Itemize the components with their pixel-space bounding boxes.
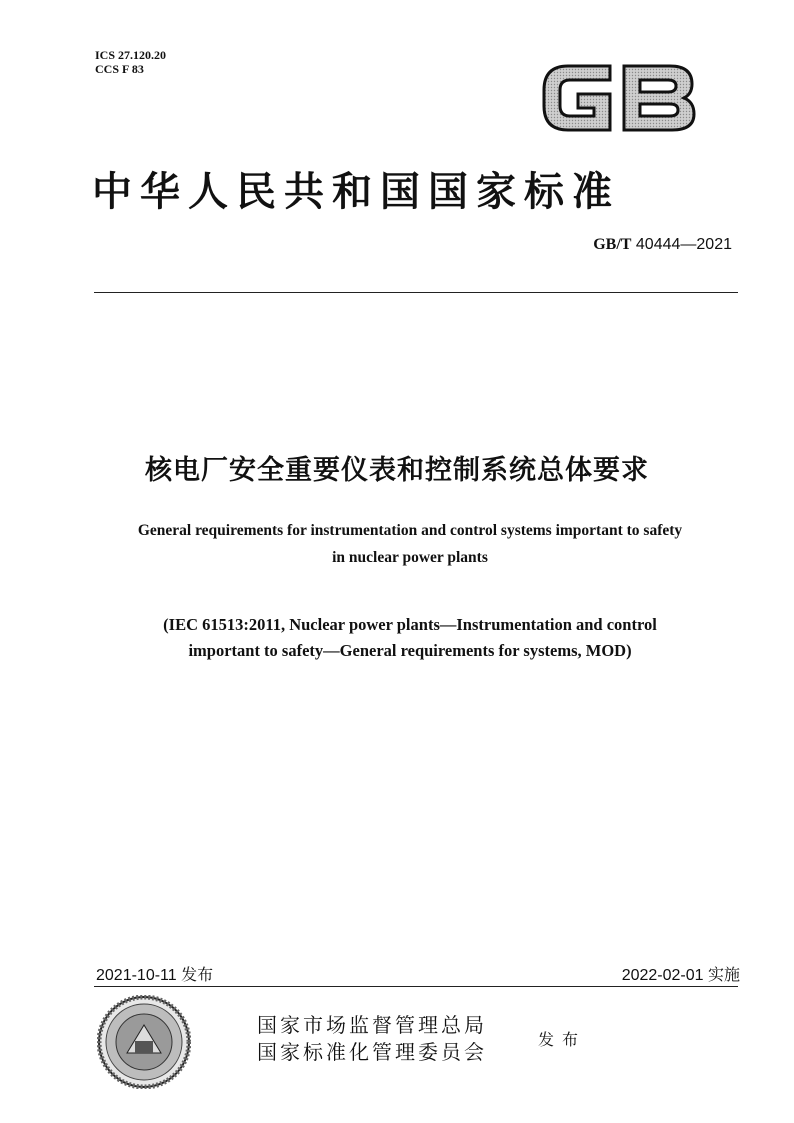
publish-label: 发布 — [538, 1030, 587, 1049]
iec-reference-line1: (IEC 61513:2011, Nuclear power plants—Instrumentation and control — [163, 615, 657, 634]
footer-divider — [94, 986, 738, 987]
gb-logo — [538, 56, 700, 138]
anti-counterfeit-seal-icon — [97, 995, 191, 1089]
english-title-line2: in nuclear power plants — [332, 549, 488, 566]
chinese-title: 核电厂安全重要仪表和控制系统总体要求 — [145, 455, 649, 486]
iec-reference — [80, 612, 740, 664]
english-title-line1: General requirements for instrumentation and control systems important to safety — [137, 522, 683, 539]
standard-number-prefix: GB/T — [593, 236, 632, 253]
standard-number — [593, 236, 732, 254]
issuer-line2: 国家标准化管理委员会 — [257, 1040, 487, 1064]
implementation-date: 2022-02-01 实施 — [621, 967, 740, 984]
issue-date: 2021-10-11 发布 — [96, 967, 214, 984]
iec-reference-line2: important to safety—General requirements for systems, MOD) — [188, 641, 632, 660]
ics-code: ICS 27.120.20 — [95, 48, 167, 62]
header-divider — [94, 292, 738, 293]
classification-codes — [95, 48, 166, 76]
issuing-authorities — [257, 1012, 487, 1066]
standard-number-value: 40444—2021 — [635, 236, 732, 253]
issuer-line1: 国家市场监督管理总局 — [257, 1013, 487, 1037]
english-title — [80, 517, 740, 571]
standard-type-title: 中华人民共和国国家标准 — [92, 169, 620, 215]
ccs-code: CCS F 83 — [95, 62, 144, 76]
